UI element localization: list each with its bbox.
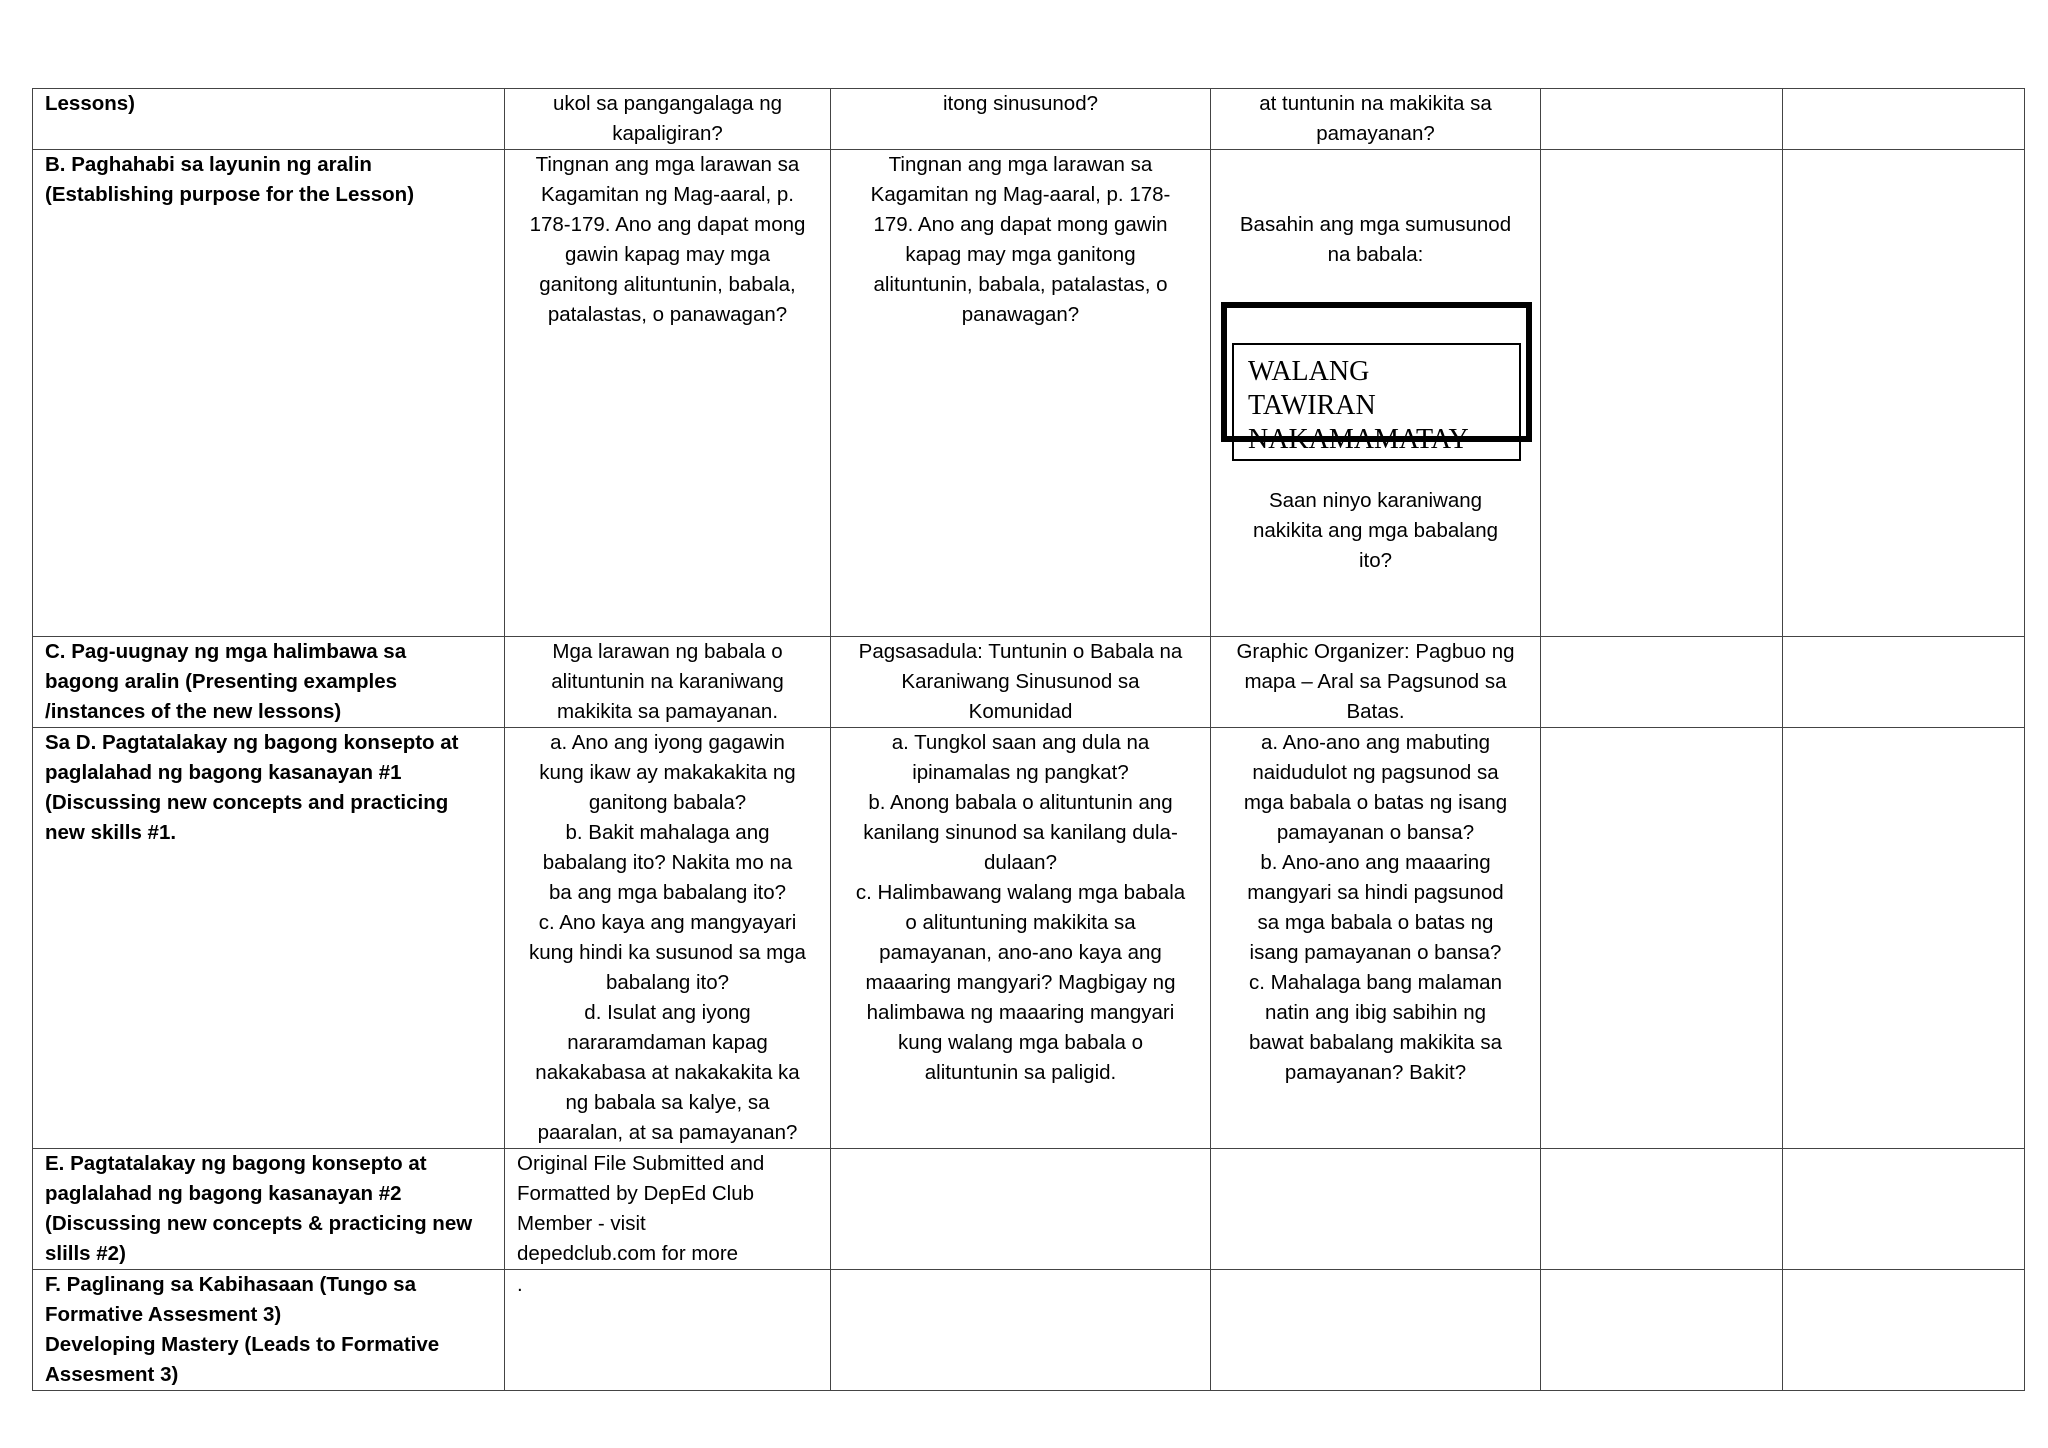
day5-cell xyxy=(1783,89,2025,150)
day2-cell: Pagsasadula: Tuntunin o Babala na Karaniwang Sinusunod sa Komunidad xyxy=(831,637,1211,728)
day2-cell: Tingnan ang mga larawan sa Kagamitan ng Mag-aaral, p. 178- 179. Ano ang dapat mong gawin kapag may mga ganitong alituntunin, babala, patalastas, o panawagan? xyxy=(831,150,1211,637)
day4-cell xyxy=(1541,89,1783,150)
row-label: C. Pag-uugnay ng mga halimbawa sa bagong aralin (Presenting examples /instances of the new lessons) xyxy=(33,637,505,728)
row-label: F. Paglinang sa Kabihasaan (Tungo sa Formative Assesment 3) Developing Mastery (Leads to Formative Assesment 3) xyxy=(33,1270,505,1391)
table-row xyxy=(33,1270,2025,1391)
day1-cell: Tingnan ang mga larawan sa Kagamitan ng Mag-aaral, p. 178-179. Ano ang dapat mong gawin kapag may mga ganitong alituntunin, babala, patalastas, o panawagan? xyxy=(505,150,831,637)
warning-sign-text: WALANG TAWIRAN NAKAMAMATAY xyxy=(1232,343,1521,461)
table-row xyxy=(33,728,2025,1149)
day3-cell: a. Ano-ano ang mabuting naidudulot ng pagsunod sa mga babala o batas ng isang pamayanan o bansa? b. Ano-ano ang maaaring mangyari sa hindi pagsunod sa mga babala o batas ng isang pamayanan o bansa? c. Mahalaga bang malaman natin ang ibig sabihin ng bawat babalang makikita sa pamayanan? Bakit? xyxy=(1211,728,1541,1149)
sign-intro-text: Basahin ang mga sumusunod na babala: xyxy=(1239,213,1512,266)
day2-cell: itong sinusunod? xyxy=(831,89,1211,150)
row-label: Lessons) xyxy=(33,89,505,150)
day5-cell xyxy=(1783,728,2025,1149)
day1-cell: ukol sa pangangalaga ng kapaligiran? xyxy=(505,89,831,150)
table-row xyxy=(33,89,2025,150)
table-row xyxy=(33,150,2025,637)
day1-cell: Original File Submitted and Formatted by DepEd Club Member - visit depedclub.com for more xyxy=(505,1149,831,1270)
row-label: E. Pagtatalakay ng bagong konsepto at paglalahad ng bagong kasanayan #2 (Discussing new concepts & practicing new slills #2) xyxy=(33,1149,505,1270)
day3-cell: at tuntunin na makikita sa pamayanan? xyxy=(1211,89,1541,150)
day1-cell: Mga larawan ng babala o alituntunin na karaniwang makikita sa pamayanan. xyxy=(505,637,831,728)
day2-cell: a. Tungkol saan ang dula na ipinamalas ng pangkat? b. Anong babala o alituntunin ang kanilang sinunod sa kanilang dula- dulaan? c. Halimbawang walang mga babala o alituntuning makikita sa pamayanan, ano-ano kaya ang maaaring mangyari? Magbigay ng halimbawa ng maaaring mangyari kung walang mga babala o alituntunin sa paligid. xyxy=(831,728,1211,1149)
day4-cell xyxy=(1541,728,1783,1149)
day3-cell xyxy=(1211,1149,1541,1270)
row-label: Sa D. Pagtatalakay ng bagong konsepto at paglalahad ng bagong kasanayan #1 (Discussing new concepts and practicing new skills #1. xyxy=(33,728,505,1149)
day4-cell xyxy=(1541,1270,1783,1391)
day2-cell xyxy=(831,1270,1211,1391)
day3-cell xyxy=(1211,150,1541,637)
sign-question-text: Saan ninyo karaniwang nakikita ang mga babalang ito? xyxy=(1252,489,1499,572)
day3-cell xyxy=(1211,1270,1541,1391)
day5-cell xyxy=(1783,150,2025,637)
day5-cell xyxy=(1783,637,2025,728)
day3-cell: Graphic Organizer: Pagbuo ng mapa – Aral sa Pagsunod sa Batas. xyxy=(1211,637,1541,728)
day2-cell xyxy=(831,1149,1211,1270)
table-row xyxy=(33,637,2025,728)
day4-cell xyxy=(1541,1149,1783,1270)
table-row xyxy=(33,1149,2025,1270)
day4-cell xyxy=(1541,150,1783,637)
sign-section xyxy=(1223,180,1528,606)
day5-cell xyxy=(1783,1149,2025,1270)
warning-sign-box xyxy=(1221,302,1532,455)
daily-lesson-log-table xyxy=(32,88,2025,1391)
day1-cell: . xyxy=(505,1270,831,1391)
row-label: B. Paghahabi sa layunin ng aralin (Establishing purpose for the Lesson) xyxy=(33,150,505,637)
day4-cell xyxy=(1541,637,1783,728)
day1-cell: a. Ano ang iyong gagawin kung ikaw ay makakakita ng ganitong babala? b. Bakit mahalaga ang babalang ito? Nakita mo na ba ang mga babalang ito? c. Ano kaya ang mangyayari kung hindi ka susunod sa mga babalang ito? d. Isulat ang iyong nararamdaman kapag nakakabasa at nakakakita ka ng babala sa kalye, sa paaralan, at sa pamayanan? xyxy=(505,728,831,1149)
day5-cell xyxy=(1783,1270,2025,1391)
